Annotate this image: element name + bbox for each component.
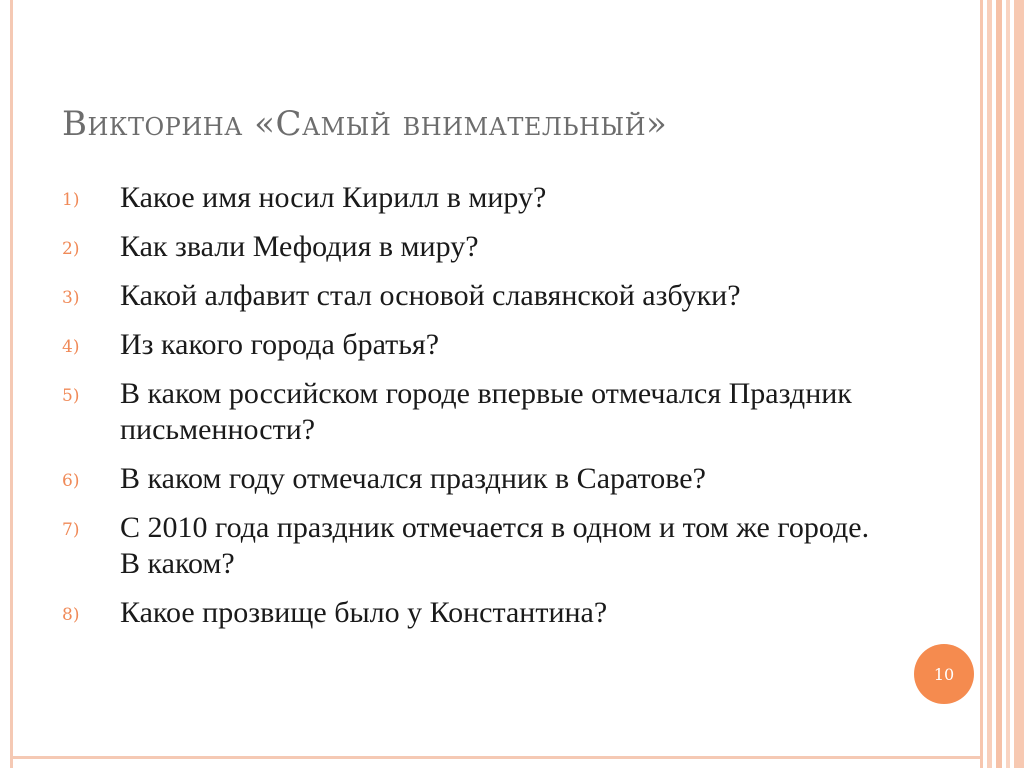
page-number-badge: 10 — [914, 644, 974, 704]
list-item-text: Какой алфавит стал основой славянской азбуки? — [120, 279, 741, 312]
list-item-number: 3) — [62, 288, 80, 308]
list-item-text: С 2010 года праздник отмечается в одном и том же городе. В каком? — [120, 511, 870, 580]
frame-bottom-border — [10, 756, 980, 759]
stripe — [996, 0, 1002, 768]
list-item-number: 2) — [62, 239, 80, 259]
stripe — [1006, 0, 1010, 768]
list-item-number: 4) — [62, 337, 80, 357]
list-item — [62, 376, 882, 448]
stripe — [1014, 0, 1024, 768]
list-item-text: Какое имя носил Кирилл в миру? — [120, 181, 547, 214]
list-item-number: 7) — [62, 520, 80, 540]
frame-left-border — [10, 0, 13, 768]
list-item-text: В каком российском городе впервые отмечался Праздник письменности? — [120, 377, 852, 446]
list-item-text: Из какого города братья? — [120, 328, 440, 361]
list-item — [62, 278, 882, 314]
list-item-number: 5) — [62, 386, 80, 406]
list-item — [62, 461, 882, 497]
list-item — [62, 180, 882, 216]
stripe — [987, 0, 992, 768]
list-item-number: 1) — [62, 190, 80, 210]
list-item — [62, 327, 882, 363]
list-item-number: 6) — [62, 471, 80, 491]
slide-title: Викторина «Самый внимательный» — [62, 104, 668, 144]
list-item-text: Как звали Мефодия в миру? — [120, 230, 479, 263]
list-item — [62, 510, 882, 582]
list-item — [62, 229, 882, 265]
list-item-text: В каком году отмечался праздник в Саратове? — [120, 462, 706, 495]
list-item-text: Какое прозвище было у Константина? — [120, 596, 608, 629]
stripe — [980, 0, 983, 768]
list-item-number: 8) — [62, 605, 80, 625]
list-item — [62, 595, 882, 631]
question-list — [62, 180, 882, 644]
decorative-stripes — [980, 0, 1024, 768]
